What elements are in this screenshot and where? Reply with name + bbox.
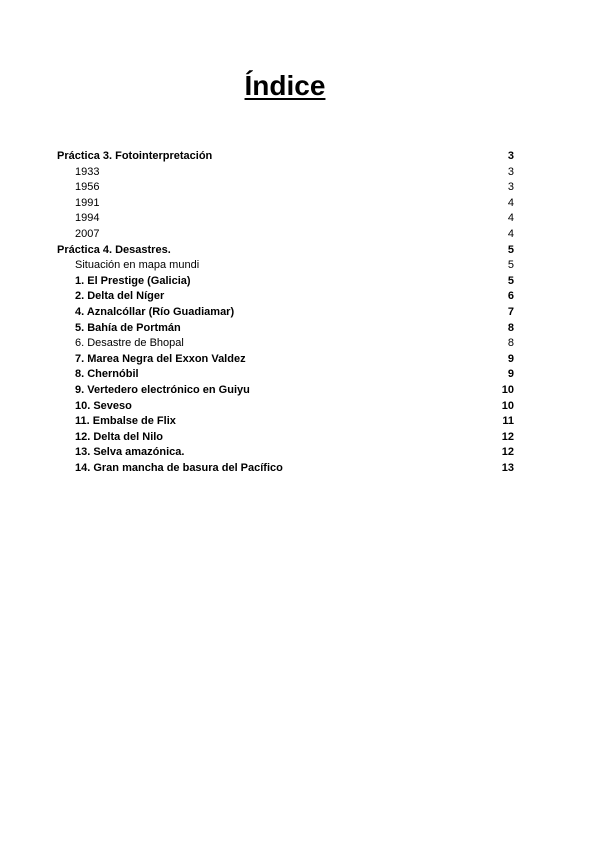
toc-entry-label: 9. Vertedero electrónico en Guiyu: [75, 383, 250, 396]
toc-entry[interactable]: [57, 461, 514, 477]
toc-entry[interactable]: [57, 149, 514, 165]
toc-entry-page-number: 11: [502, 415, 514, 428]
toc-entry-page-number: 12: [501, 446, 514, 459]
toc-entry[interactable]: [57, 430, 514, 446]
toc-entry-label: 14. Gran mancha de basura del Pacífico: [75, 461, 283, 474]
toc-entry-label: 1994: [75, 212, 100, 225]
toc-entry-label: Situación en mapa mundi: [75, 259, 200, 272]
toc-entry-page-number: 9: [507, 352, 514, 365]
toc-entry-label: 2. Delta del Níger: [75, 290, 165, 303]
toc-entry[interactable]: [57, 165, 514, 181]
toc-entry-label: 4. Aznalcóllar (Río Guadiamar): [75, 305, 235, 318]
toc-entry-label: 6. Desastre de Bhopal: [75, 337, 184, 350]
toc-entry-label: 7. Marea Negra del Exxon Valdez: [75, 352, 246, 365]
toc-entry-page-number: 4: [507, 196, 514, 209]
toc-entry-label: 1956: [75, 181, 100, 194]
toc-entry[interactable]: [57, 352, 514, 368]
toc-entry-label: 2007: [75, 227, 100, 240]
toc-entry-page-number: 10: [501, 399, 514, 412]
toc-entry[interactable]: [57, 180, 514, 196]
toc-entry-label: 1. El Prestige (Galicia): [75, 274, 191, 287]
toc-entry-page-number: 4: [507, 227, 514, 240]
toc-entry[interactable]: [57, 305, 514, 321]
toc-entry-label: 10. Seveso: [75, 399, 132, 412]
toc-entry[interactable]: [57, 196, 514, 212]
toc-entry[interactable]: [57, 336, 514, 352]
toc-entry[interactable]: [57, 367, 514, 383]
toc-entry-label: 5. Bahía de Portmán: [75, 321, 181, 334]
toc-entry[interactable]: [57, 399, 514, 415]
toc-entry-page-number: 9: [507, 368, 514, 381]
toc-entry[interactable]: [57, 274, 514, 290]
toc-entry[interactable]: [57, 321, 514, 337]
toc-entry-page-number: 8: [507, 321, 514, 334]
toc-entry-label: 1991: [75, 196, 100, 209]
toc-entry-page-number: 3: [507, 181, 514, 194]
toc-entry-page-number: 5: [507, 259, 514, 272]
toc-entry-page-number: 13: [501, 461, 514, 474]
toc-entry-page-number: 8: [507, 337, 514, 350]
toc-entry-page-number: 5: [507, 274, 514, 287]
toc-entry-label: 1933: [75, 165, 100, 178]
toc-entry-page-number: 12: [501, 430, 514, 443]
toc-entry-label: Práctica 4. Desastres.: [57, 243, 171, 256]
toc-entry-page-number: 3: [507, 165, 514, 178]
toc-entry-page-number: 5: [507, 243, 514, 256]
toc-entry-label: 11. Embalse de Flix: [75, 415, 176, 428]
toc-entry[interactable]: [57, 227, 514, 243]
toc-entry[interactable]: [57, 414, 514, 430]
toc-entry[interactable]: [57, 243, 514, 259]
toc-entry-page-number: 4: [507, 212, 514, 225]
toc-entry-page-number: 3: [507, 150, 514, 162]
toc-entry-page-number: 10: [501, 383, 514, 396]
page-title: Índice: [244, 70, 326, 101]
toc-entry-label: 12. Delta del Nilo: [75, 430, 164, 443]
toc-entry-label: Práctica 3. Fotointerpretación: [57, 150, 213, 162]
toc-entry[interactable]: [57, 289, 514, 305]
toc-entry[interactable]: [57, 211, 514, 227]
toc-entry[interactable]: [57, 445, 514, 461]
toc-entry[interactable]: [57, 258, 514, 274]
toc-entry-page-number: 6: [507, 290, 514, 303]
toc-entry[interactable]: [57, 383, 514, 399]
table-of-contents: [57, 149, 514, 476]
toc-entry-page-number: 7: [507, 305, 514, 318]
toc-entry-label: 13. Selva amazónica.: [75, 446, 185, 459]
toc-entry-label: 8. Chernóbil: [75, 368, 139, 381]
